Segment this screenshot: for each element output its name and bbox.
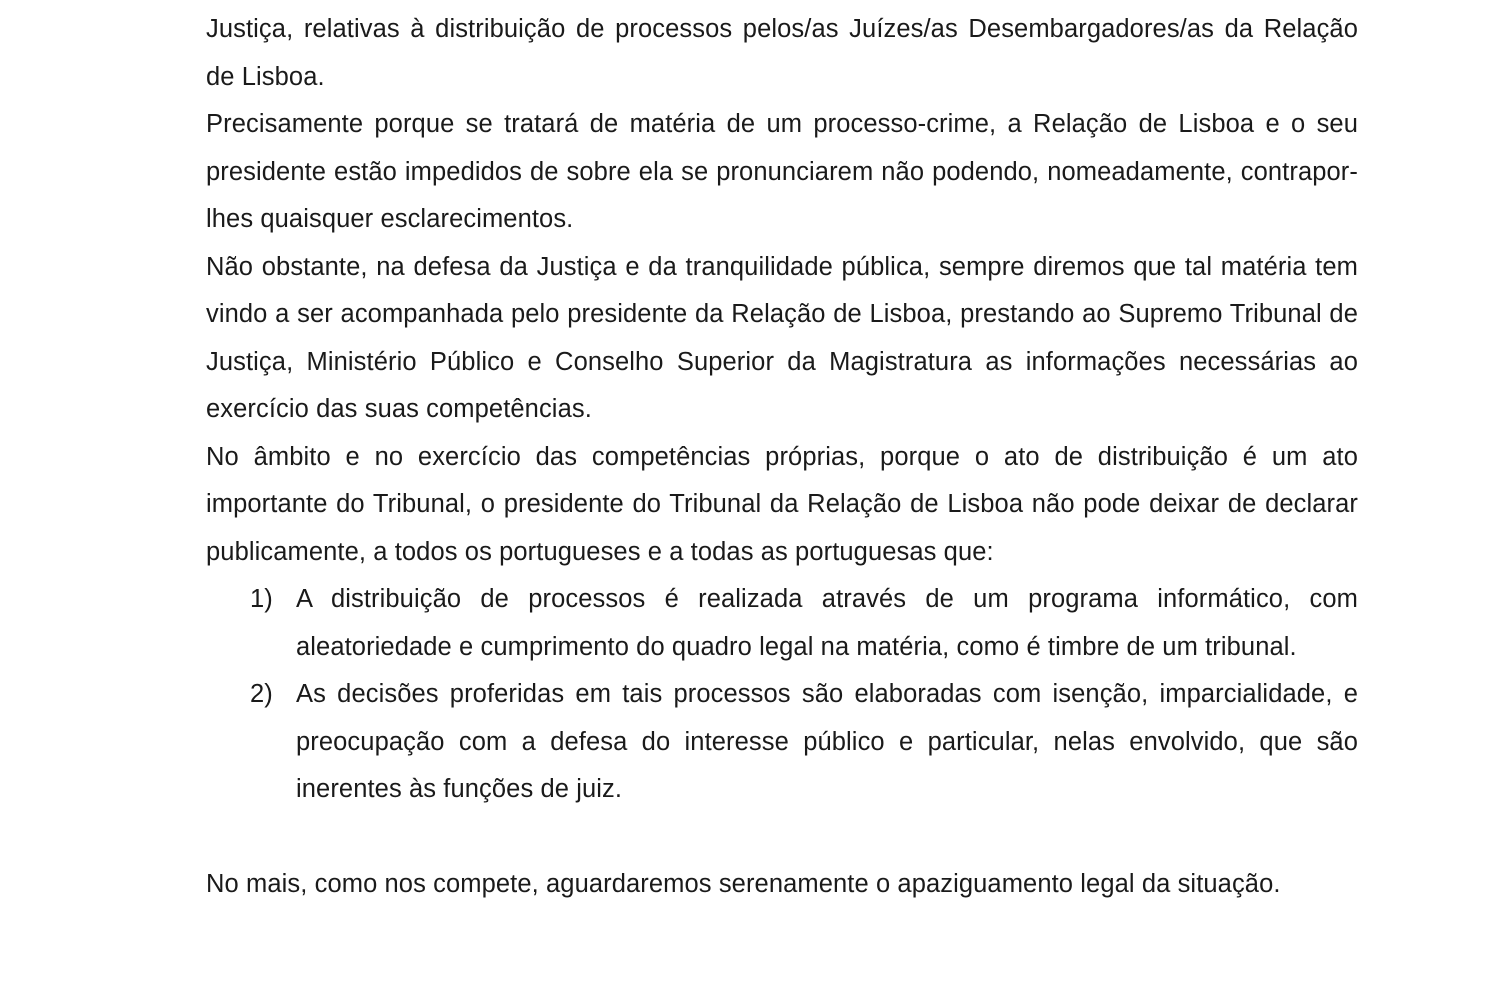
declaration-list xyxy=(206,576,1358,814)
paragraph-declaration-intro: No âmbito e no exercício das competências próprias, porque o ato de distribuição é um ato importante do Tribunal, o presidente do Tribunal da Relação de Lisboa não pode deixar de declarar publicamente, a todos os portugueses e a todas as portuguesas que: xyxy=(206,442,1358,566)
list-item-number: 1) xyxy=(250,585,273,613)
paragraph-closing: No mais, como nos compete, aguardaremos serenamente o apaziguamento legal da situação. xyxy=(206,869,1281,898)
list-item xyxy=(206,576,1358,671)
paragraph-not-withstanding: Não obstante, na defesa da Justiça e da tranquilidade pública, sempre diremos que tal matéria tem vindo a ser acompanhada pelo presidente da Relação de Lisboa, prestando ao Supremo Tribunal de Justiça, Ministério Público e Conselho Superior da Magistratura as informações necessárias ao exercício das suas competências. xyxy=(206,252,1358,423)
list-item-text: A distribuição de processos é realizada através de um programa informático, com aleatoriedade e cumprimento do quadro legal na matéria, como é timbre de um tribunal. xyxy=(296,585,1358,661)
list-item-text: As decisões proferidas em tais processos são elaboradas com isenção, imparcialidade, e preocupação com a defesa do interesse público e particular, nelas envolvido, que são inerentes às funções de juiz. xyxy=(296,680,1358,803)
paragraph-distribution-context: Justiça, relativas à distribuição de processos pelos/as Juízes/as Desembargadores/as da Relação de Lisboa. xyxy=(206,15,1358,91)
list-item xyxy=(206,671,1358,814)
document-page xyxy=(206,6,1358,908)
list-item-number: 2) xyxy=(250,680,273,708)
paragraph-process-crime: Precisamente porque se tratará de matéria de um processo-crime, a Relação de Lisboa e o seu presidente estão impedidos de sobre ela se pronunciarem não podendo, nomeadamente, contrapor-lhes quaisquer esclarecimentos. xyxy=(206,110,1358,233)
